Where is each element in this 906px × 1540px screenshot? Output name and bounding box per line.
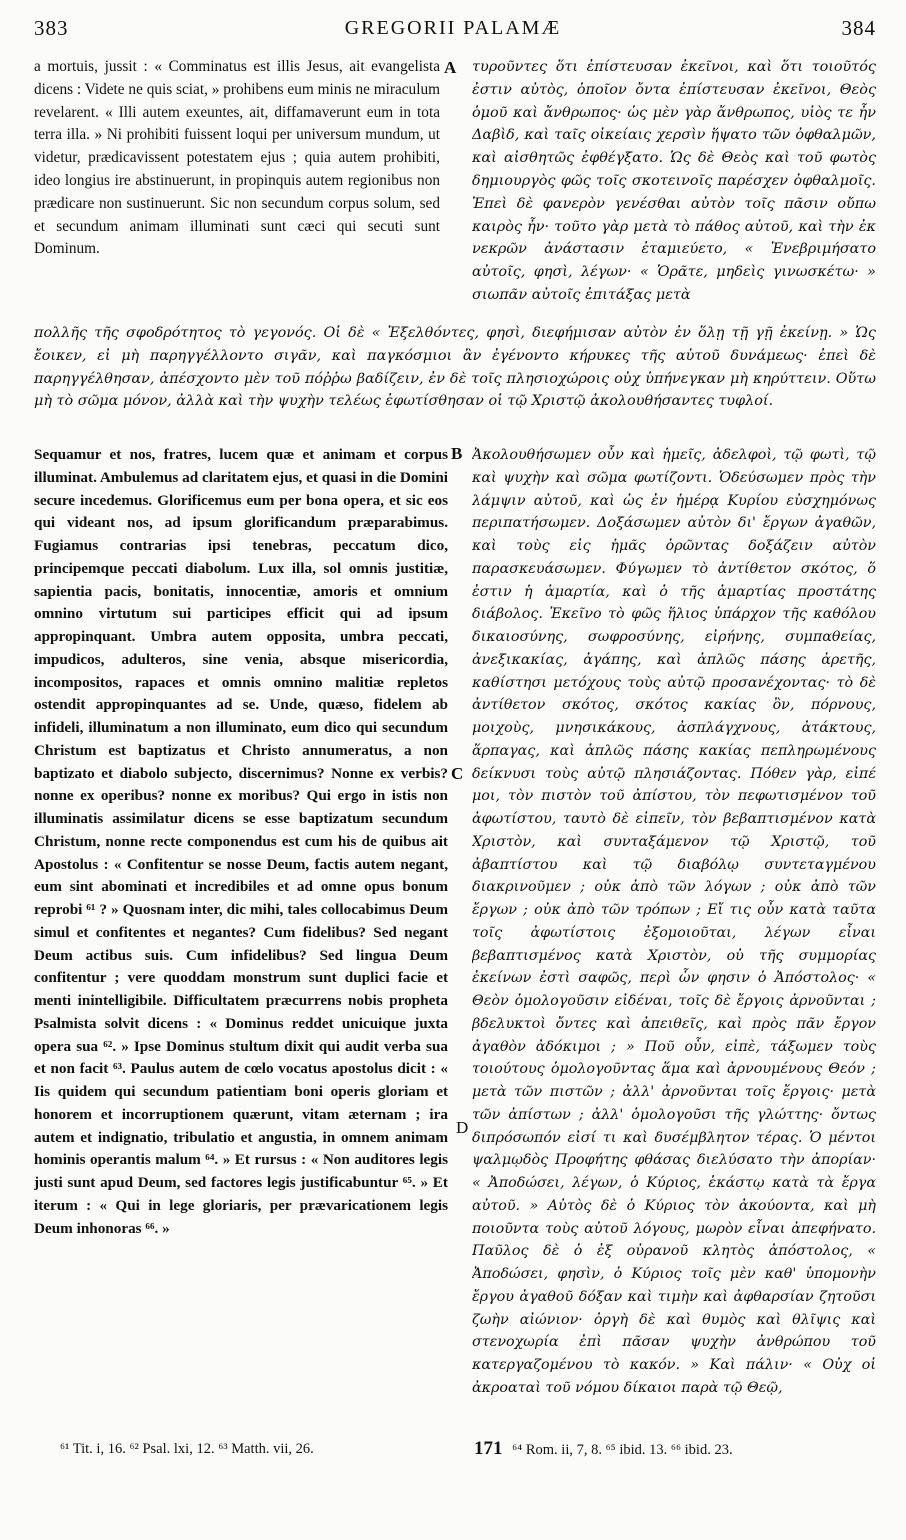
footnotes-greek: ⁶⁴ Rom. ii, 7, 8. ⁶⁵ ibid. 13. ⁶⁶ ibid. 23.	[512, 1442, 733, 1458]
greek-full-width-block	[34, 322, 876, 442]
greek-paragraph-full: πολλῆς τῆς σφοδρότητος τὸ γεγονός. Οἱ δὲ « Ἐξελθόντες, φησὶ, διεφήμισαν αὐτὸν ἐν ὅλῃ τῇ γῇ ἐκείνῃ. » Ὡς ἔοικεν, εἰ μὴ παρηγγέλλοντο σιγᾶν, καὶ παγκόσμιοι ἂν ἐγένοντο κήρυκες τῆς αὐτοῦ δυνάμεως· ἐπεὶ δὲ παρηγγέλθησαν, ἀπέσχοντο μὲν τοῦ πόῤῥω βαδίζειν, ἐν δὲ τοῖς πλησιοχώροις οὐχ ὑπήνεγκαν μὴ κηρύττειν. Οὕτω μὴ τὸ σῶμα μόνον, ἀλλὰ καὶ τὴν ψυχὴν τελέως ἐφωτίσθησαν οἱ τῷ Χριστῷ ἀκολουθήσαντες τυφλοί.	[34, 325, 876, 410]
margin-marker-b: B	[451, 444, 463, 463]
right-page-number: 384	[841, 16, 876, 40]
margin-marker-c: C	[451, 764, 464, 783]
latin-paragraph-top: a mortuis, jussit : « Comminatus est illis Jesus, ait evangelista dicens : Videte ne quis sciat, » prohibens eum minis ne miraculum revelarent. « Illi autem exeuntes, ait, diffamaverunt eum in tota terra illa. » Ni prohibiti fuissent loqui per universum mundum, ut videtur, prædicavissent potestatem ejus ; quia autem prohibiti, ideo longius ire abstinuerunt, in propinquis autem regionibus non prædicare non sustinuerunt. Sic non secundum corpus solum, sed et secundum animam illuminati sunt cæci qui secuti sunt Dominum.	[34, 58, 440, 258]
footnotes-greek-area	[474, 1438, 878, 1462]
running-title: GREGORII PALAMÆ	[344, 17, 562, 39]
signature-number: 171	[474, 1438, 503, 1459]
greek-column-main	[472, 444, 876, 1454]
greek-paragraph-main: Ἀκολουθήσωμεν οὖν καὶ ἡμεῖς, ἀδελφοὶ, τῷ φωτὶ, τῷ καὶ ψυχὴν καὶ σῶμα φωτίζοντι. Ὁδεύσωμεν πρὸς τὴν λάμψιν αὐτοῦ, καὶ ὡς ἐν ἡμέρᾳ Κυρίου εὐσχημόνως περιπατήσωμεν. Δοξάσωμεν αὐτὸν δι' ἔργων ἀγαθῶν, καὶ τοὺς εἰς ἡμᾶς ὁρῶντας δοξάζειν αὐτὸν παρασκευάσωμεν. Φύγωμεν τὸ ἀντίθετον σκότος, ὅ ἐστιν ἡ ἁμαρτία, καὶ ὁ τῆς ἁμαρτίας προστάτης διάβολος. Ἐκεῖνο τὸ φῶς ἥλιος ὑπάρχον τῆς καθόλου δικαιοσύνης, σωφροσύνης, εἰρήνης, συμπαθείας, ἀνεξικακίας, ἀγάπης, καὶ ἁπλῶς πάσης ἀρετῆς, καθίστησι μετόχους τοὺς αὐτῷ προσανέχοντας· τὸ δὲ ἀντίθετον σκότος, σκότος κακίας ὂν, πόρνους, μοιχοὺς, μνησικάκους, ἀσπλάγχνους, ἀτάκτους, ἅρπαγας, καὶ ἁπλῶς πάσης κακίας πεπληρωμένους δείκνυσι τοὺς αὐτῷ πλησιάζοντας. Πόθεν γὰρ, εἰπέ μοι, τὸν πιστὸν τοῦ ἀπίστου, τὸν πεφωτισμένον τοῦ ἀφωτίστου, ταυτὸ δὲ εἰπεῖν, τὸν βεβαπτισμένον κατὰ Χριστὸν, καὶ συνταξάμενον τῷ Χριστῷ, τοῦ ἀβαπτίστου καὶ τῷ διαβόλῳ συντεταγμένου διακρινοῦμεν ; οὐκ ἀπὸ τῶν λόγων ; οὐκ ἀπὸ τῶν ἔργων ; οὐκ ἀπὸ τῶν τρόπων ; Εἴ τις οὖν κατὰ ταῦτα τοῖς ἀφωτίστοις ἐξομοιοῦται, λέγων εἶναι βεβαπτισμένος κατὰ Χριστὸν, οὐ τῆς συμμορίας ἐκείνων ἐστὶ σαφῶς, περὶ ὧν φησιν ὁ Ἀπόστολος· « Θεὸν ὁμολογοῦσιν εἰδέναι, τοῖς δὲ ἔργοις ἀρνοῦνται ; βδελυκτοὶ ὄντες καὶ ἀπειθεῖς, καὶ πρὸς πᾶν ἔργον ἀγαθὸν ἀδόκιμοι ; » Ποῦ οὖν, εἰπὲ, τάξωμεν τοὺς τοιούτους ὁμολογοῦντας ἅμα καὶ ἀρνουμένους Θεόν ; μετὰ τῶν πιστῶν ; ἀλλ' ἀρνοῦνται τοῖς ἔργοις· μετὰ τῶν ἀπίστων ; ἀλλ' ὁμολογοῦσι τῆς γλώττης· ὄντως διπρόσωπόν εἰσί τι καὶ δυσέμβλητον τέρας. Ὁ μέντοι ψαλμῳδὸς Προφήτης φθάσας διελύσατο τὴν ἀπορίαν· « Ἀποδώσει, λέγων, ὁ Κύριος, ἑκάστῳ κατὰ τὰ ἔργα αὐτοῦ. » Αὐτὸς δὲ ὁ Κύριος τὸν ἀκούοντα, καὶ μὴ ποιοῦντα τοὺς αὐτοῦ λόγους, μωρὸν εἶναι ἀπεφήνατο. Παῦλος δὲ ὁ ἐξ οὐρανοῦ κλητὸς ἀπόστολος, « Ἀποδώσει, φησὶν, ὁ Κύριος τοῖς μὲν καθ' ὑπομονὴν ἔργου ἀγαθοῦ δόξαν καὶ τιμὴν καὶ ἀφθαρσίαν ζητοῦσι ζωὴν αἰώνιον· ὀργὴ δὲ καὶ θυμὸς καὶ θλῖψις καὶ στενοχωρία ἐπὶ πᾶσαν ψυχὴν ἀνθρώπου τοῦ κατεργαζομένου τὸ κακόν. » Καὶ πάλιν· « Οὐχ οἱ ἀκροαταὶ τοῦ νόμου δίκαιοι παρὰ τῷ Θεῷ,	[472, 447, 876, 1396]
margin-marker-a: A	[444, 58, 457, 77]
latin-paragraph-main: Sequamur et nos, fratres, lucem quæ et animam et corpus illuminat. Ambulemus ad claritatem ejus, et quasi in die Domini secure incedemus. Glorificemus eum per bona opera, et sic eos qui videant nos, ad ipsum glorificandum præparabimus. Fugiamus contrarias ipsi tenebras, peccatum dico, principemque peccati diabolum. Lux illa, sol omnis justitiæ, sapientia pacis, bonitatis, innocentiæ, amoris et omnium omnino virtutum sui participes efficit qui ad ipsum appropinquant. Umbra autem opposita, umbra peccati, impudicos, adulteros, sine venia, absque misericordia, incompositos, rapaces et omnis omnino malitiæ repletos ostendit appropinquantes ad se. Unde, quæso, fidelem ab infideli, illuminatum a non illuminato, eum dico qui secundum Christum est baptizatus et Christo annumeratus, a non baptizato et diabolo subjecto, discernimus? Nonne ex verbis? nonne ex operibus? nonne ex moribus? Qui ergo in istis non illuminatis assimilatur dicens se esse baptizatum secundum Christum, nonne recte componendus est cum his de quibus ait Apostolus : « Confitentur se nosse Deum, factis autem negant, eum sint abominati et incredibiles et ad omne opus bonum reprobi ⁶¹ ? » Quosnam inter, dic mihi, tales collocabimus Deum simul et confitentes et negantes? Cum fidelibus? Sed negant Deum actibus suis. Cum infidelibus? Sed lingua Deum confitentur ; vere quoddam monstrum sunt duplici facie et menti inintelligibile. Difficultatem præcurrens nobis propheta Psalmista solvit dicens : « Dominus reddet unicuique juxta opera sua ⁶². » Ipse Dominus stultum dixit qui audit verba sua et non facit ⁶³. Paulus autem de cœlo vocatus apostolus dicit : « Iis quidem qui secundum patientiam boni operis gloriam et honorem et incorruptionem quærunt, vitam æternam ; ira autem et indignatio, tribulatio et angustia, in omnem animam hominis operantis malum ⁶⁴. » Et rursus : « Non auditores legis justi sunt apud Deum, sed factores legis justificabuntur ⁶⁵. » Et iterum : « Qui in lege gloriaris, per prævaricationem legis Deum inhonoras ⁶⁶. »	[34, 446, 448, 1237]
margin-marker-d: D	[456, 1118, 469, 1137]
greek-paragraph-top: τυροῦντες ὅτι ἐπίστευσαν ἐκεῖνοι, καὶ ὅτι τοιοῦτός ἐστιν αὐτὸς, ὁποῖον ὄντα ἐπίστευσαν ἐκεῖνοι, Θεὸς ὁμοῦ καὶ ἄνθρωπος· ὡς μὲν γὰρ ἄνθρωπος, υἱὸς τε ἦν Δαβὶδ, καὶ ταῖς οἰκείαις χερσὶν ἥψατο τῶν ὀφθαλμῶν, καὶ αἰσθητῶς ἐφθέγξατο. Ὡς δὲ Θεὸς καὶ τοῦ φωτὸς δημιουργὸς φῶς τοῖς σκοτεινοῖς παρέσχεν ὀφθαλμοῖς. Ἐπεὶ δὲ φανερὸν γενέσθαι αὐτὸν τοῖς πᾶσιν οὔπω καιρὸς ἦν· τοῦτο γὰρ μετὰ τὸ πάθος αὐτοῦ, καὶ τὴν ἐκ νεκρῶν ἀνάστασιν ἐταμιεύετο, « Ἐνεβριμήσατο αὐτοῖς, φησὶ, λέγων· « Ὁρᾶτε, μηδεὶς γινωσκέτω· » σιωπᾶν αὐτοῖς ἐπιτάξας μετὰ	[472, 59, 876, 303]
left-page-number: 383	[34, 16, 69, 40]
latin-column-top	[34, 56, 440, 324]
greek-column-top	[472, 56, 876, 324]
latin-column-main	[34, 444, 448, 1454]
footnotes-latin: ⁶¹ Tit. i, 16. ⁶² Psal. lxi, 12. ⁶³ Matth. vii, 26.	[60, 1441, 314, 1457]
